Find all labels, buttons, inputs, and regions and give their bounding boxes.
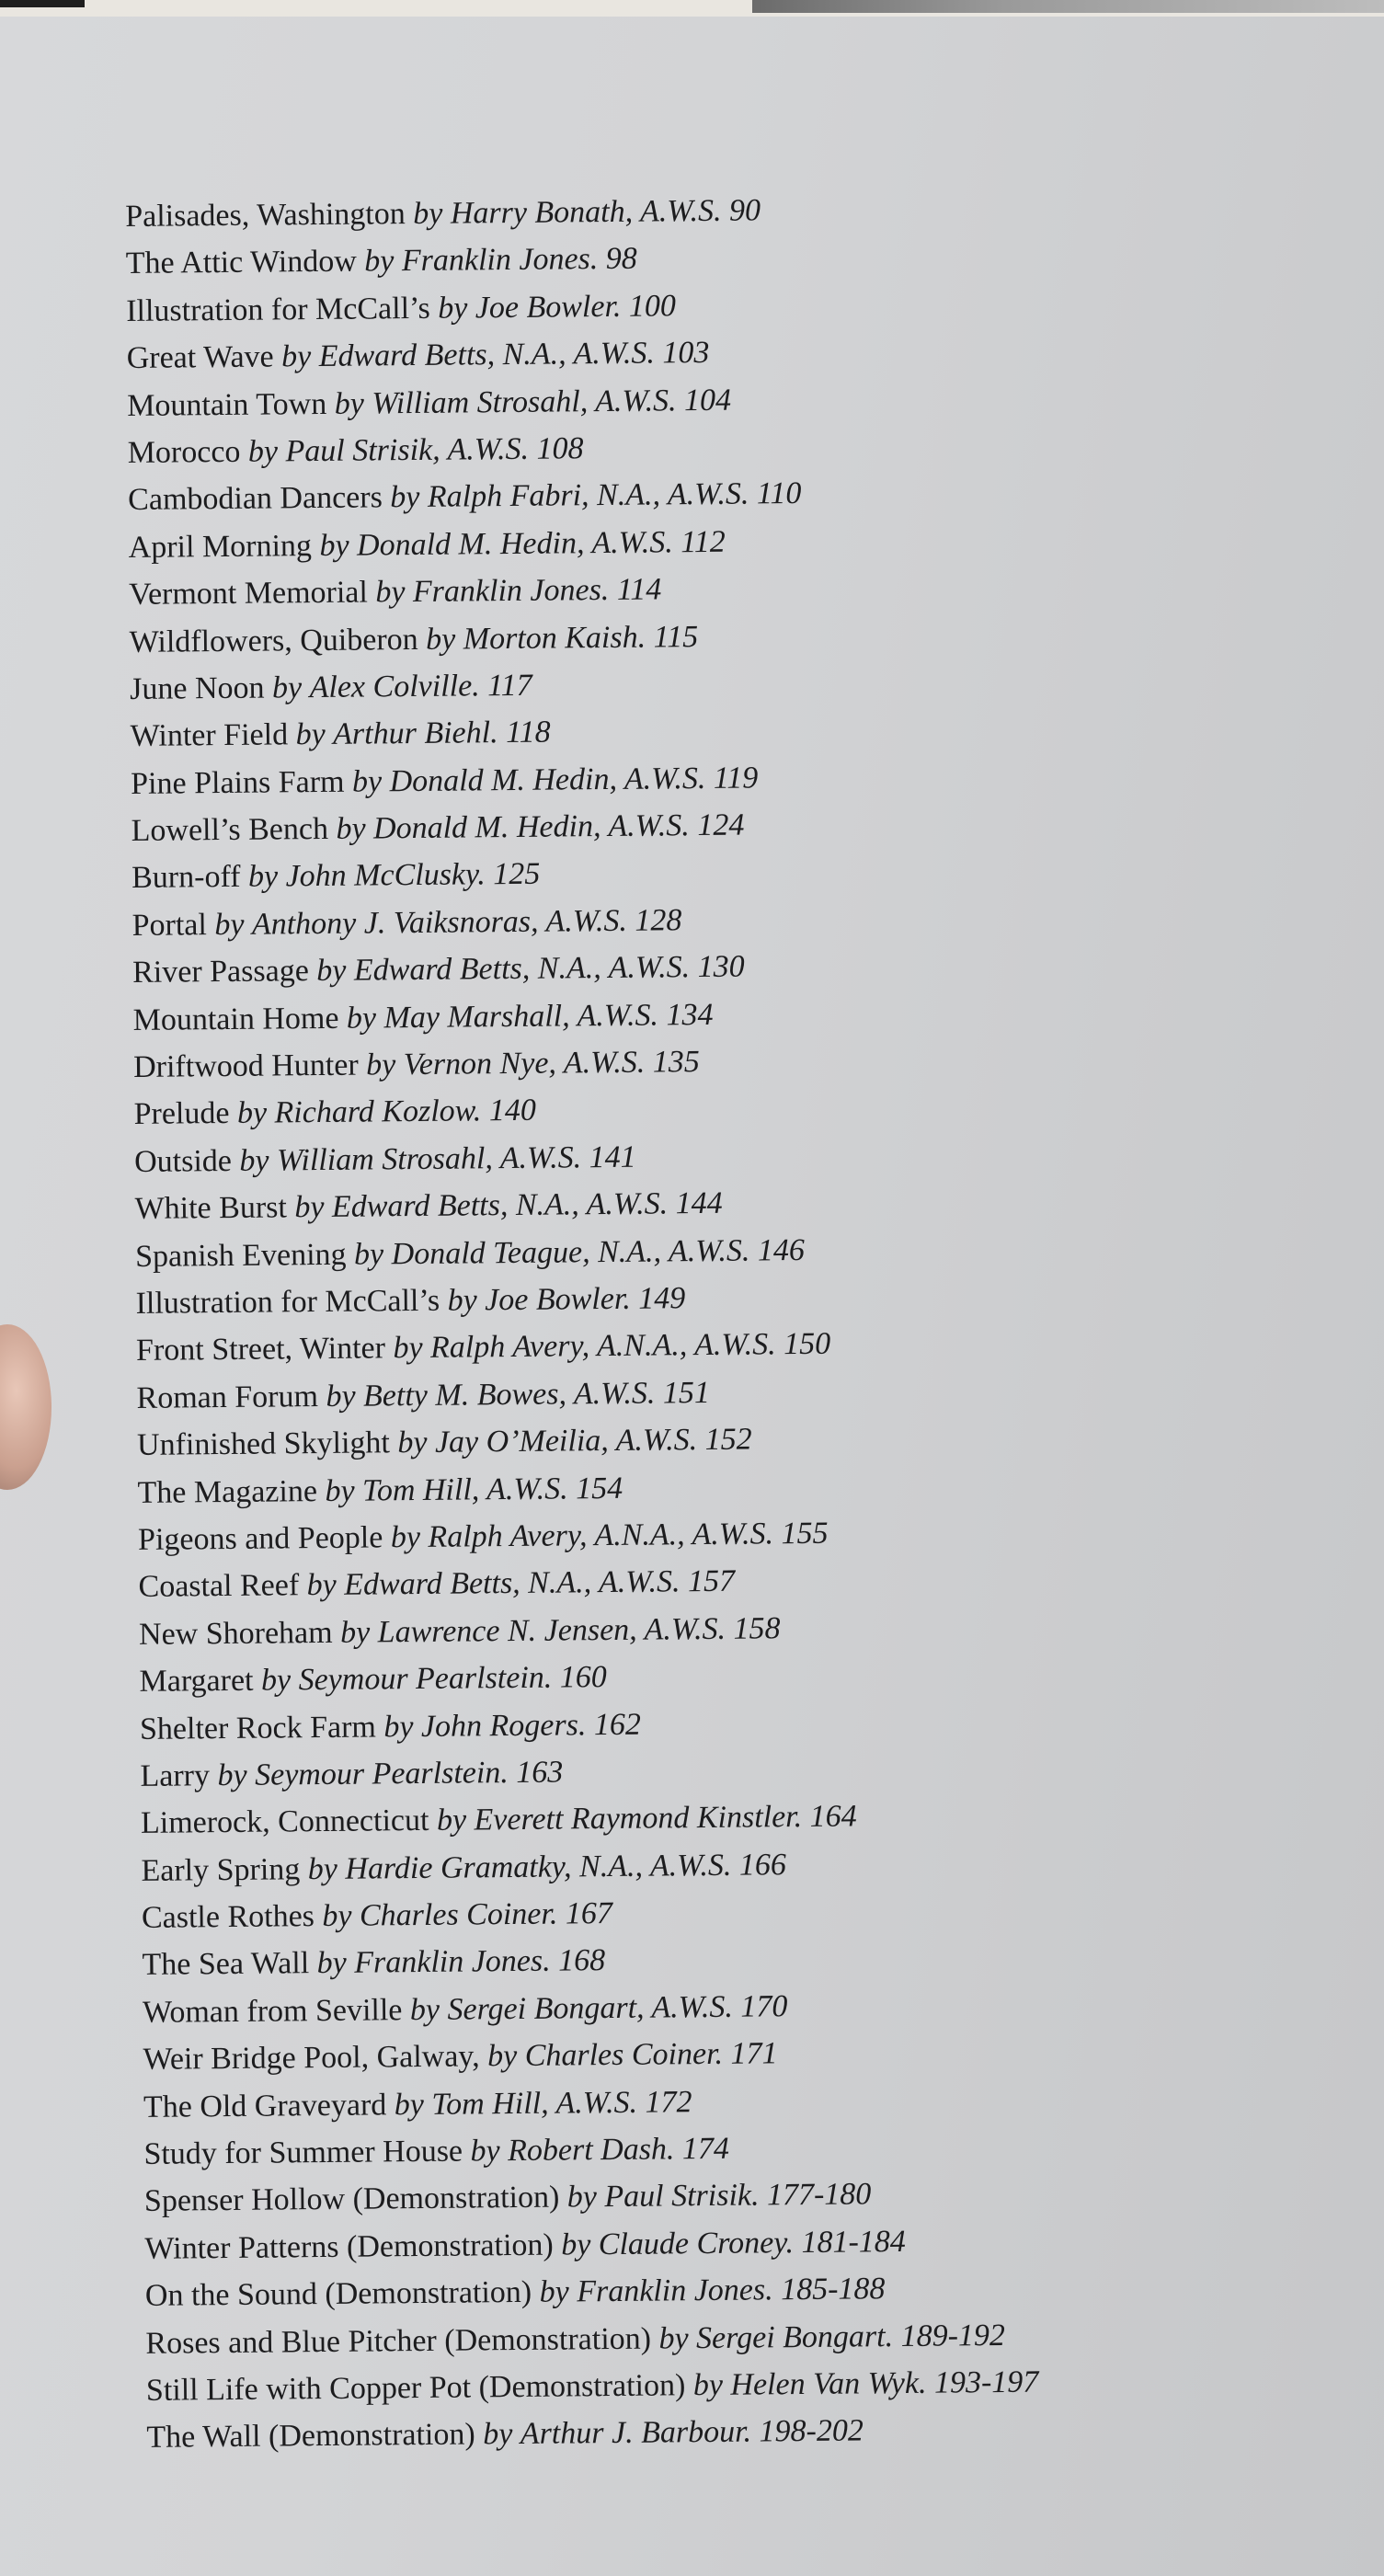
entry-artist: Edward Betts, N.A., A.W.S.	[318, 336, 656, 374]
entry-page: 110	[756, 476, 802, 511]
top-left-dark-edge	[0, 0, 85, 7]
entry-artist: Hardie Gramatky, N.A., A.W.S.	[345, 1848, 732, 1886]
entry-title: The Magazine	[137, 1473, 318, 1510]
entry-page: 98	[605, 242, 637, 277]
entry-title: Unfinished Skylight	[136, 1425, 391, 1463]
entry-artist: William Strosahl, A.W.S.	[372, 383, 677, 420]
entry-page: 103	[662, 336, 710, 371]
entry-by: by	[316, 953, 347, 989]
entry-page: 140	[488, 1093, 537, 1128]
entry-title: Vermont Memorial	[129, 575, 369, 613]
entry-artist: John Rogers.	[420, 1707, 587, 1744]
entry-by: by	[295, 717, 326, 752]
entry-page: 125	[493, 857, 541, 892]
entry-artist: Franklin Jones.	[577, 2273, 773, 2309]
entry-artist: Sergei Bongart.	[695, 2318, 894, 2355]
entry-artist: Arthur J. Barbour.	[520, 2414, 752, 2452]
entry-by: by	[319, 528, 349, 563]
entry-title: The Old Graveyard	[143, 2087, 387, 2124]
entry-by: by	[566, 2180, 598, 2215]
entry-page: 104	[683, 383, 732, 418]
list-of-illustrations	[125, 181, 1379, 2461]
entry-artist: Seymour Pearlstein.	[298, 1660, 553, 1698]
entry-page: 164	[809, 1799, 857, 1835]
entry-artist: Franklin Jones.	[354, 1944, 551, 1981]
entry-artist: John McClusky.	[285, 857, 486, 894]
entry-title: Study for Summer House	[143, 2134, 463, 2171]
entry-page: 172	[645, 2084, 692, 2120]
entry-by: by	[322, 1898, 352, 1934]
entry-title: Great Wave	[126, 339, 274, 376]
entry-artist: Joe Bowler.	[485, 1281, 631, 1318]
entry-artist: May Marshall, A.W.S.	[383, 998, 659, 1035]
entry-page: 149	[638, 1281, 686, 1316]
entry-by: by	[271, 670, 303, 705]
entry-page: 163	[516, 1755, 564, 1790]
entry-page: 118	[505, 715, 551, 750]
entry-by: by	[365, 1048, 396, 1082]
entry-artist: Donald M. Hedin, A.W.S.	[356, 525, 674, 563]
entry-page: 185-188	[780, 2272, 886, 2307]
entry-by: by	[260, 1663, 292, 1698]
entry-artist: Robert Dash.	[507, 2132, 675, 2169]
entry-title: Margaret	[139, 1663, 254, 1700]
entry-page: 112	[681, 524, 726, 559]
entry-title: Illustration for McCall’s	[135, 1283, 440, 1321]
entry-by: by	[326, 1379, 356, 1414]
entry-artist: Joe Bowler.	[475, 289, 622, 326]
top-right-photo-edge	[752, 0, 1384, 13]
entry-title: Mountain Home	[132, 1001, 339, 1037]
entry-page: 154	[575, 1471, 623, 1506]
entry-artist: Jay O’Meilia, A.W.S.	[434, 1423, 698, 1460]
entry-by: by	[217, 1757, 247, 1793]
entry-page: 141	[589, 1139, 636, 1175]
entry-page: 115	[653, 619, 699, 655]
entry-by: by	[316, 1946, 347, 1981]
entry-page: 100	[628, 289, 677, 324]
entry-by: by	[236, 1095, 268, 1131]
entry-page: 155	[781, 1516, 829, 1551]
entry-artist: Donald M. Hedin, A.W.S.	[389, 761, 706, 798]
entry-artist: Alex Colville.	[309, 669, 480, 705]
entry-title: Roman Forum	[136, 1379, 319, 1415]
entry-title: Roses and Blue Pitcher (Demonstration)	[145, 2321, 652, 2361]
entry-artist: Ralph Avery, A.N.A., A.W.S.	[428, 1517, 774, 1554]
entry-title: The Sea Wall	[142, 1946, 310, 1983]
entry-page: 166	[738, 1847, 787, 1883]
entry-by: by	[346, 1001, 377, 1036]
entry-by: by	[214, 907, 245, 942]
entry-by: by	[351, 764, 383, 799]
entry-artist: Paul Strisik, A.W.S.	[285, 431, 530, 469]
entry-artist: Helen Van Wyk.	[730, 2365, 927, 2402]
entry-page: 135	[652, 1045, 700, 1080]
entry-by: by	[539, 2274, 569, 2309]
entry-page: 167	[565, 1896, 613, 1931]
entry-by: by	[375, 575, 406, 610]
entry-title: June Noon	[130, 670, 265, 706]
entry-title: Winter Field	[130, 717, 289, 754]
entry-title: Early Spring	[141, 1851, 301, 1888]
entry-artist: Sergei Bongart, A.W.S.	[447, 1989, 734, 2027]
entry-title: Shelter Rock Farm	[139, 1709, 377, 1746]
entry-title: New Shoreham	[138, 1615, 333, 1652]
entry-title: Front Street, Winter	[135, 1331, 386, 1368]
entry-artist: Tom Hill, A.W.S.	[361, 1471, 568, 1508]
entry-artist: Tom Hill, A.W.S.	[431, 2085, 638, 2122]
entry-by: by	[393, 1331, 423, 1366]
entry-by: by	[658, 2320, 689, 2356]
entry-artist: Donald M. Hedin, A.W.S.	[372, 808, 691, 846]
entry-title: Larry	[140, 1758, 211, 1793]
entry-artist: Edward Betts, N.A., A.W.S.	[353, 950, 691, 988]
entry-title: Prelude	[133, 1096, 230, 1132]
entry-by: by	[364, 244, 395, 279]
entry-by: by	[339, 1615, 371, 1650]
entry-title: The Attic Window	[125, 244, 357, 281]
entry-page: 168	[557, 1943, 606, 1979]
entry-by: by	[247, 434, 279, 469]
entry-title: Lowell’s Bench	[131, 811, 329, 849]
entry-page: 152	[704, 1422, 752, 1458]
entry-page: 160	[559, 1660, 607, 1695]
entry-by: by	[307, 1851, 338, 1886]
entry-title: Coastal Reef	[138, 1568, 300, 1605]
entry-by: by	[486, 2039, 518, 2074]
entry-artist: William Strosahl, A.W.S.	[276, 1140, 582, 1178]
entry-artist: Vernon Nye, A.W.S.	[403, 1045, 646, 1082]
entry-by: by	[447, 1283, 477, 1318]
entry-page: 198-202	[759, 2413, 864, 2449]
entry-page: 119	[713, 761, 759, 796]
entry-by: by	[413, 196, 443, 231]
entry-title: Cambodian Dancers	[128, 480, 383, 518]
entry-title: Wildflowers, Quiberon	[129, 622, 418, 659]
entry-page: 193-197	[933, 2364, 1039, 2400]
entry-title: Illustration for McCall’s	[126, 291, 430, 328]
entry-title: Pigeons and People	[137, 1520, 383, 1557]
entry-title: Spanish Evening	[134, 1237, 347, 1274]
entry-title: Outside	[133, 1143, 233, 1179]
entry-by: by	[239, 1143, 269, 1178]
entry-artist: Arthur Biehl.	[333, 716, 498, 752]
entry-by: by	[383, 1709, 414, 1744]
entry-page: 108	[536, 431, 584, 466]
entry-page: 150	[783, 1327, 831, 1362]
entry-by: by	[390, 480, 420, 515]
entry-artist: Donald Teague, N.A., A.W.S.	[391, 1233, 750, 1271]
entry-artist: Anthony J. Vaiksnoras, A.W.S.	[251, 903, 628, 942]
entry-page: 181-184	[801, 2224, 906, 2260]
entry-artist: Betty M. Bowes, A.W.S.	[362, 1376, 656, 1414]
entry-page: 134	[666, 997, 714, 1033]
entry-artist: Richard Kozlow.	[274, 1093, 482, 1130]
entry-by: by	[692, 2367, 724, 2403]
entry-page: 171	[730, 2036, 778, 2072]
entry-artist: Franklin Jones.	[401, 242, 599, 279]
entry-artist: Ralph Avery, A.N.A., A.W.S.	[429, 1327, 776, 1366]
entry-artist: Claude Croney.	[598, 2225, 795, 2261]
entry-artist: Lawrence N. Jensen, A.W.S.	[377, 1611, 726, 1650]
entry-title: April Morning	[128, 528, 313, 565]
entry-page: 174	[681, 2131, 730, 2167]
entry-page: 189-192	[900, 2318, 1006, 2353]
entry-title: Mountain Town	[127, 386, 327, 423]
entry-page: 130	[697, 949, 745, 985]
entry-by: by	[390, 1519, 421, 1555]
entry-artist: Ralph Fabri, N.A., A.W.S.	[427, 476, 749, 515]
entry-by: by	[294, 1190, 325, 1225]
entry-title: Driftwood Hunter	[132, 1048, 359, 1084]
entry-page: 162	[593, 1707, 642, 1742]
entry-title: Winter Patterns (Demonstration)	[144, 2227, 554, 2266]
entry-title: On the Sound (Demonstration)	[144, 2275, 532, 2314]
entry-by: by	[353, 1236, 384, 1272]
entry-by: by	[336, 811, 366, 846]
entry-artist: Franklin Jones.	[412, 573, 610, 610]
entry-page: 158	[733, 1610, 781, 1646]
entry-artist: Edward Betts, N.A., A.W.S.	[331, 1186, 669, 1225]
entry-artist: Harry Bonath, A.W.S.	[450, 193, 722, 231]
entry-title: Palisades, Washington	[125, 197, 406, 234]
entry-page: 128	[635, 903, 682, 938]
entry-artist: Charles Coiner.	[524, 2037, 724, 2074]
entry-page: 157	[687, 1564, 736, 1599]
entry-by: by	[247, 859, 279, 895]
entry-by: by	[426, 622, 456, 657]
entry-title: Still Life with Copper Pot (Demonstration)	[145, 2368, 686, 2408]
entry-title: River Passage	[132, 954, 309, 990]
entry-title: Pine Plains Farm	[130, 764, 345, 801]
entry-page: 114	[616, 572, 662, 608]
entry-title: Weir Bridge Pool, Galway,	[143, 2039, 480, 2078]
entry-page: 170	[740, 1989, 788, 2024]
entry-by: by	[561, 2227, 591, 2262]
entry-title: Portal	[132, 908, 208, 943]
entry-by: by	[394, 2087, 425, 2122]
entry-by: by	[470, 2134, 500, 2169]
entry-by: by	[438, 291, 468, 326]
entry-by: by	[436, 1803, 467, 1838]
entry-title: Morocco	[127, 434, 241, 470]
entry-page: 144	[675, 1186, 723, 1221]
entry-title: Castle Rothes	[141, 1899, 315, 1935]
entry-title: Burn-off	[131, 860, 241, 896]
entry-title: The Wall (Demonstration)	[146, 2417, 475, 2456]
entry-artist: Seymour Pearlstein.	[254, 1755, 509, 1792]
entry-page: 124	[697, 807, 745, 843]
entry-artist: Charles Coiner.	[359, 1896, 558, 1933]
entry-artist: Everett Raymond Kinstler.	[474, 1800, 803, 1838]
entry-by: by	[483, 2417, 513, 2452]
entry-artist: Edward Betts, N.A., A.W.S.	[344, 1564, 681, 1603]
entry-page: 151	[662, 1375, 711, 1411]
entry-title: Spenser Hollow (Demonstration)	[143, 2180, 560, 2219]
entry-title: Woman from Seville	[142, 1993, 403, 2030]
entry-by: by	[280, 339, 312, 374]
entry-by: by	[325, 1473, 355, 1508]
entry-by: by	[409, 1992, 440, 2027]
entry-page: 146	[757, 1232, 806, 1268]
entry-by: by	[334, 386, 365, 421]
entry-page: 90	[728, 193, 761, 228]
entry-title: White Burst	[134, 1190, 288, 1227]
entry-title: Limerock, Connecticut	[140, 1803, 429, 1841]
entry-by: by	[306, 1568, 337, 1603]
top-edge-strip	[0, 0, 1384, 17]
entry-artist: Morton Kaish.	[463, 620, 646, 657]
entry-page: 177-180	[766, 2177, 872, 2213]
entry-by: by	[397, 1425, 428, 1460]
entry-page: 117	[487, 668, 532, 704]
entry-artist: Paul Strisik.	[604, 2178, 760, 2215]
